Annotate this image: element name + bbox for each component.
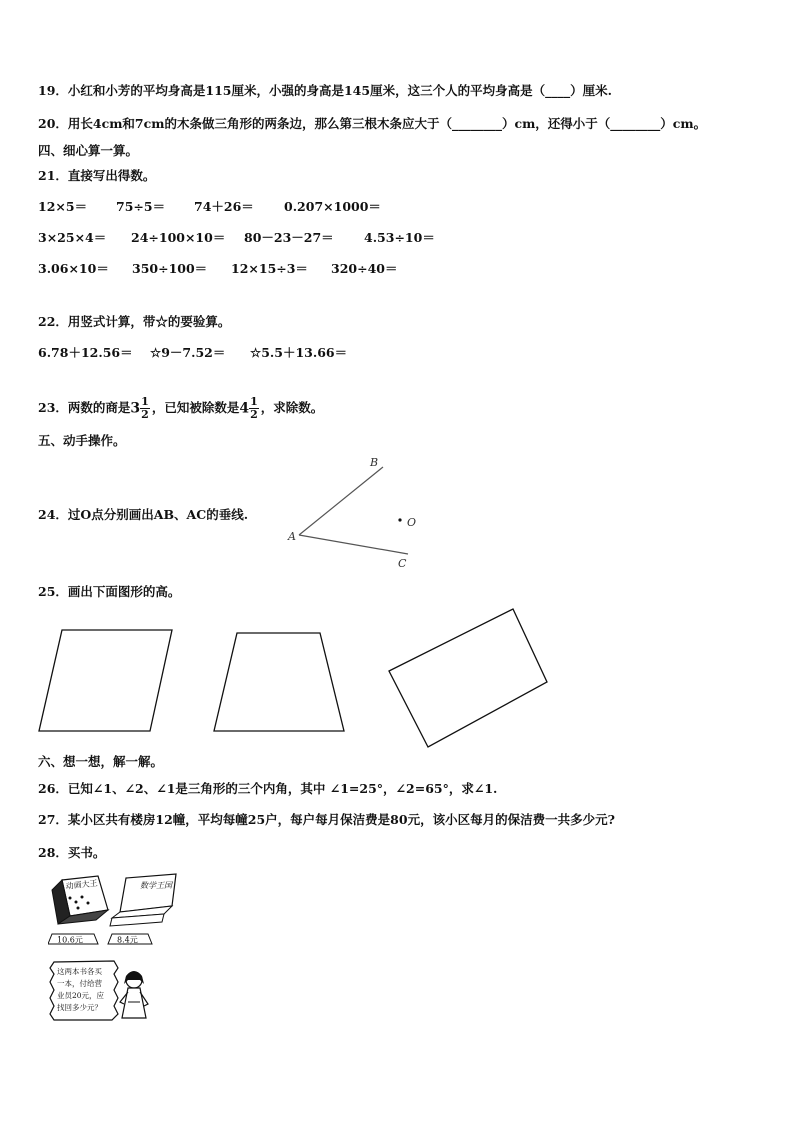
book-dot [69, 897, 72, 900]
girl-body [122, 988, 146, 1018]
angle-diagram [280, 452, 430, 577]
book-title: 数学王国 [140, 881, 172, 890]
calc-item: 4.53÷10＝ [364, 230, 435, 245]
question-25: 25．画出下面图形的高。 [38, 584, 181, 599]
ray-ab [299, 467, 383, 535]
calc-item: 3×25×4＝ [38, 230, 107, 245]
q23-mid: ，已知被除数是 [151, 400, 240, 415]
ray-ac [299, 535, 408, 554]
question-21: 21．直接写出得数。 [38, 168, 156, 183]
calc-item: 12×5＝ [38, 199, 88, 214]
speech-line: 业员20元，应 [57, 991, 105, 1000]
books-illustration [48, 872, 188, 950]
book-title: 动画大王 [65, 878, 99, 891]
q23-suffix: ，求除数。 [260, 400, 324, 415]
label-b: B [370, 456, 379, 469]
point-o [398, 518, 401, 521]
speech-line: 这两本书各买 [57, 967, 102, 976]
parallelogram-shape [39, 630, 172, 731]
calc-item: 350÷100＝ [132, 261, 208, 276]
q23-prefix: 23．两数的商是 [38, 400, 131, 415]
shapes-figure [30, 600, 560, 755]
price-tag-2 [108, 934, 152, 945]
calc-item: 3.06×10＝ [38, 261, 109, 276]
question-22: 22．用竖式计算，带☆的要验算。 [38, 314, 231, 329]
book-dot [77, 907, 80, 910]
rectangle-shape [389, 609, 547, 747]
label-a: A [288, 530, 296, 543]
book-dot [87, 902, 90, 905]
speech-line: 找回多少元？ [57, 1003, 102, 1012]
label-o: O [407, 516, 417, 529]
price-label: 10.6元 [57, 935, 83, 945]
book-dot [75, 901, 78, 904]
fraction-whole: 4 [239, 400, 250, 417]
price-tag-1 [48, 934, 98, 945]
calc-item: ☆9－7.52＝ [150, 345, 226, 360]
question-28: 28．买书。 [38, 845, 106, 860]
calc-item: 75÷5＝ [116, 199, 166, 214]
calc-item: 12×15÷3＝ [231, 261, 308, 276]
price-label: 8.4元 [117, 935, 138, 945]
calc-item: 24÷100×10＝ [131, 230, 226, 245]
section-5-heading: 五、动手操作。 [38, 433, 126, 448]
question-27: 27．某小区共有楼房12幢，平均每幢25户，每户每月保洁费是80元，该小区每月的保洁费一共多少元? [38, 812, 615, 827]
speech-illustration [48, 958, 158, 1024]
calc-item: 0.207×1000＝ [284, 199, 381, 214]
trapezoid-shape [214, 633, 344, 731]
question-23 [38, 394, 323, 423]
label-c: C [398, 557, 407, 570]
section-4-heading: 四、细心算一算。 [38, 143, 139, 158]
fraction-denominator: 2 [250, 408, 258, 421]
speech-line: 一本，付给营 [57, 979, 102, 988]
calc-item: 74＋26＝ [194, 199, 254, 214]
book-2 [110, 874, 176, 926]
calc-item: 6.78＋12.56＝ [38, 345, 133, 360]
fraction-numerator: 1 [141, 395, 149, 408]
book-dot [81, 896, 84, 899]
fraction [140, 396, 150, 421]
calc-item: 80－23－27＝ [244, 230, 334, 245]
calc-item: 320÷40＝ [331, 261, 398, 276]
question-20: 20．用长4cm和7cm的木条做三角形的两条边，那么第三根木条应大于（________）cm，还得小于（________）cm。 [38, 116, 707, 131]
fraction [249, 396, 259, 421]
question-26: 26．已知∠1、∠2、∠1是三角形的三个内角，其中 ∠1=25°，∠2=65°，求∠1. [38, 781, 498, 796]
book-1 [52, 876, 108, 924]
fraction-numerator: 1 [250, 395, 258, 408]
question-24: 24．过O点分别画出AB、AC的垂线. [38, 507, 249, 522]
section-6-heading: 六、想一想，解一解。 [38, 754, 164, 769]
fraction-whole: 3 [130, 400, 141, 417]
calc-item: ☆5.5＋13.66＝ [250, 345, 348, 360]
fraction-denominator: 2 [141, 408, 149, 421]
girl-figure [120, 971, 148, 1018]
question-19: 19．小红和小芳的平均身高是115厘米，小强的身高是145厘米，这三个人的平均身高是（____）厘米. [38, 83, 612, 98]
